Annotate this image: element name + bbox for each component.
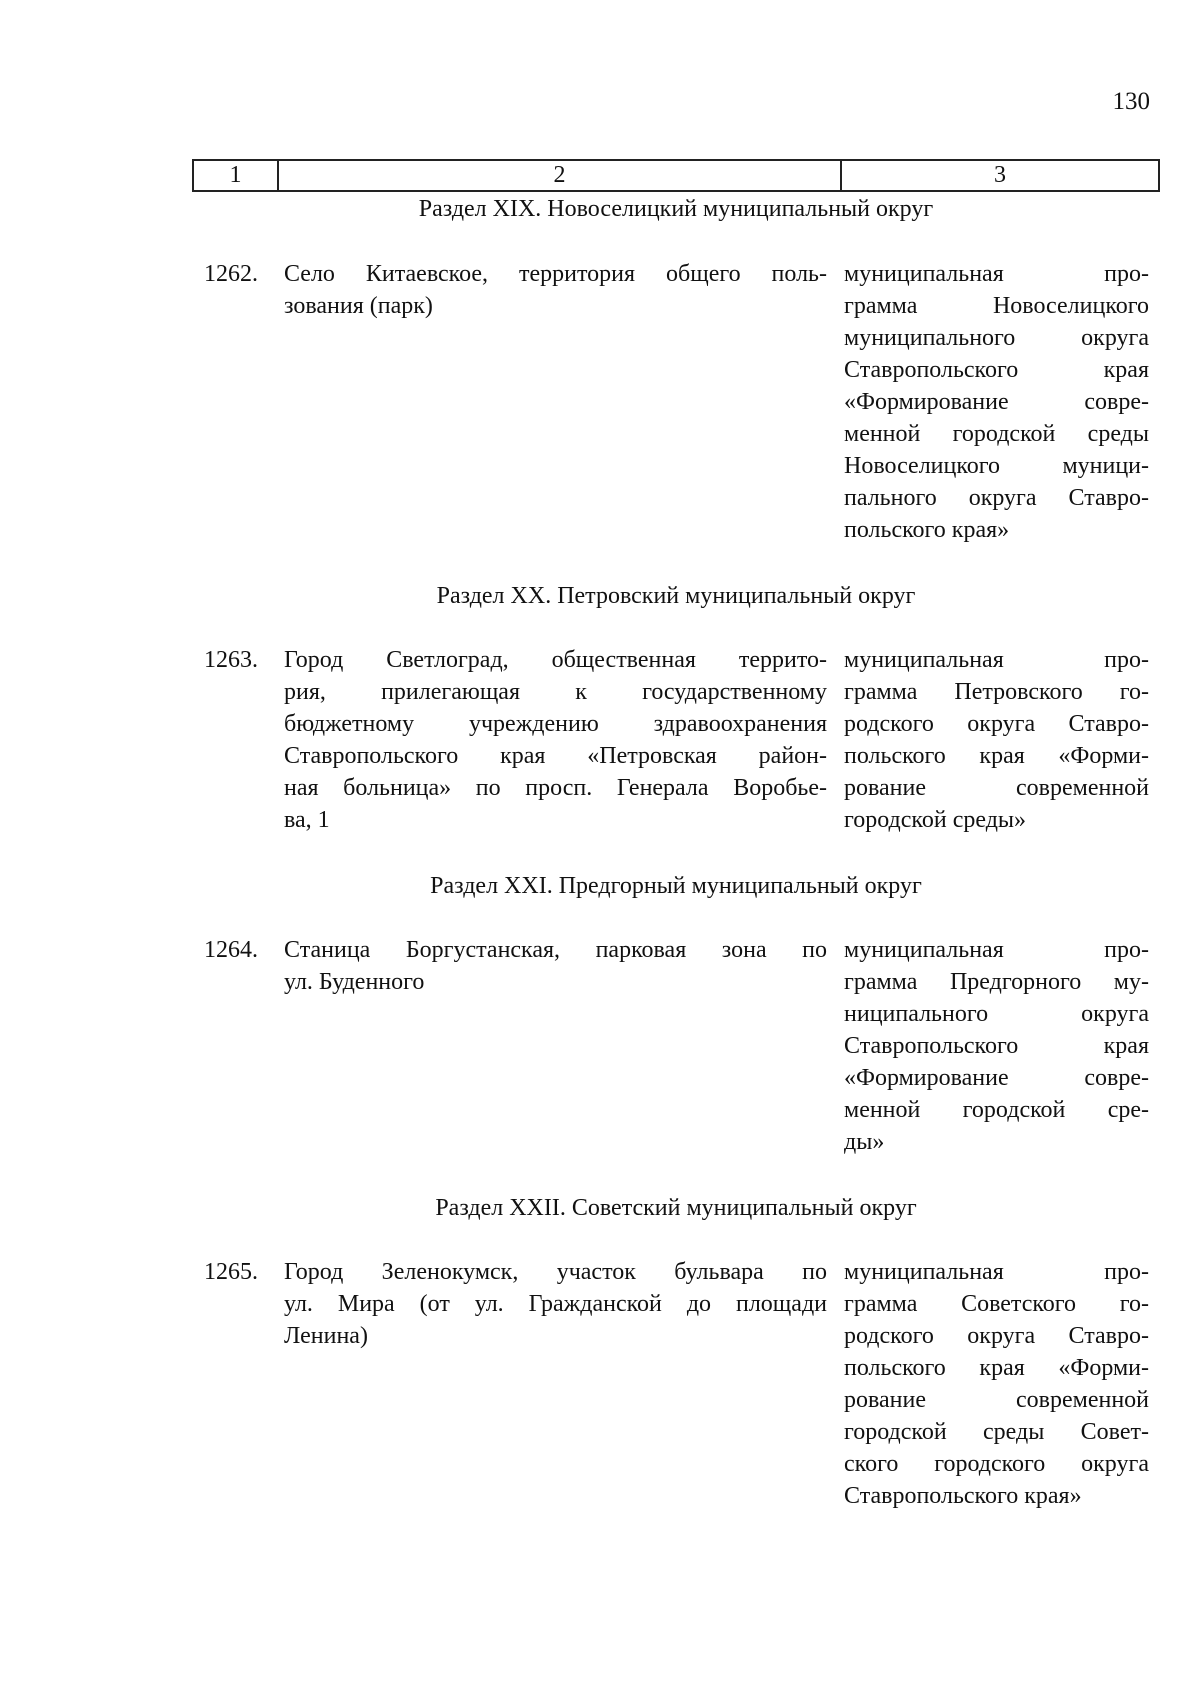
section-heading: Раздел XXII. Советский муниципальный округ xyxy=(435,1195,917,1221)
description-line: Город Светлоград, общественная террито- xyxy=(284,647,827,673)
entry-number: 1264. xyxy=(204,937,258,963)
program-line: городской среды Совет- xyxy=(844,1419,1149,1445)
description-line: зования (парк) xyxy=(284,293,433,319)
program-line: Ставропольского края xyxy=(844,1033,1149,1059)
program-line: родского округа Ставро- xyxy=(844,711,1149,737)
entry-description xyxy=(284,644,827,836)
entry-number: 1263. xyxy=(204,647,258,673)
description-line: Ставропольского края «Петровская район- xyxy=(284,743,827,769)
program-line: Ставропольского края xyxy=(844,357,1149,383)
column-header-2: 2 xyxy=(279,161,842,190)
description-line: Ленина) xyxy=(284,1323,368,1349)
entry-number: 1265. xyxy=(204,1259,258,1285)
description-line: бюджетному учреждению здравоохранения xyxy=(284,711,827,737)
description-line: ная больница» по просп. Генерала Воробье- xyxy=(284,775,827,801)
program-line: менной городской сре- xyxy=(844,1097,1149,1123)
section-heading: Раздел XX. Петровский муниципальный округ xyxy=(436,583,916,609)
program-line: ды» xyxy=(844,1129,885,1155)
program-line: муниципальная про- xyxy=(844,261,1149,287)
entry-program xyxy=(844,934,1149,1158)
description-line: Село Китаевское, территория общего поль- xyxy=(284,261,827,287)
program-line: муниципальная про- xyxy=(844,1259,1149,1285)
entry-program xyxy=(844,1256,1149,1512)
program-line: грамма Предгорного му- xyxy=(844,969,1149,995)
program-line: менной городской среды xyxy=(844,421,1149,447)
program-line: Ставропольского края» xyxy=(844,1483,1082,1509)
description-line: ул. Мира (от ул. Гражданской до площади xyxy=(284,1291,827,1317)
entry-description xyxy=(284,934,827,998)
program-line: муниципального округа xyxy=(844,325,1149,351)
program-line: рование современной xyxy=(844,1387,1149,1413)
description-line: рия, прилегающая к государственному xyxy=(284,679,827,705)
section-heading: Раздел XIX. Новоселицкий муниципальный округ xyxy=(418,196,934,222)
description-line: ва, 1 xyxy=(284,807,330,833)
entry-program xyxy=(844,258,1149,546)
column-header-3: 3 xyxy=(994,162,1006,188)
program-line: муниципальная про- xyxy=(844,937,1149,963)
column-header-row xyxy=(192,159,1160,192)
program-line: муниципальная про- xyxy=(844,647,1149,673)
entry-program xyxy=(844,644,1149,836)
program-line: грамма Новоселицкого xyxy=(844,293,1149,319)
program-line: Новоселицкого муници- xyxy=(844,453,1149,479)
program-line: пального округа Ставро- xyxy=(844,485,1149,511)
description-line: Город Зеленокумск, участок бульвара по xyxy=(284,1259,827,1285)
program-line: польского края» xyxy=(844,517,1010,543)
section-heading: Раздел XXI. Предгорный муниципальный округ xyxy=(430,873,922,899)
entry-description xyxy=(284,258,827,322)
program-line: родского округа Ставро- xyxy=(844,1323,1149,1349)
program-line: польского края «Форми- xyxy=(844,743,1149,769)
page-number: 130 xyxy=(1112,88,1150,115)
entry-description xyxy=(284,1256,827,1352)
entry-number: 1262. xyxy=(204,261,258,287)
program-line: ниципального округа xyxy=(844,1001,1149,1027)
program-line: польского края «Форми- xyxy=(844,1355,1149,1381)
column-header-1: 1 xyxy=(194,161,279,190)
program-line: «Формирование совре- xyxy=(844,389,1149,415)
program-line: грамма Советского го- xyxy=(844,1291,1149,1317)
program-line: городской среды» xyxy=(844,807,1027,833)
program-line: грамма Петровского го- xyxy=(844,679,1149,705)
program-line: рование современной xyxy=(844,775,1149,801)
program-line: «Формирование совре- xyxy=(844,1065,1149,1091)
description-line: ул. Буденного xyxy=(284,969,425,995)
description-line: Станица Боргустанская, парковая зона по xyxy=(284,937,827,963)
program-line: ского городского округа xyxy=(844,1451,1149,1477)
